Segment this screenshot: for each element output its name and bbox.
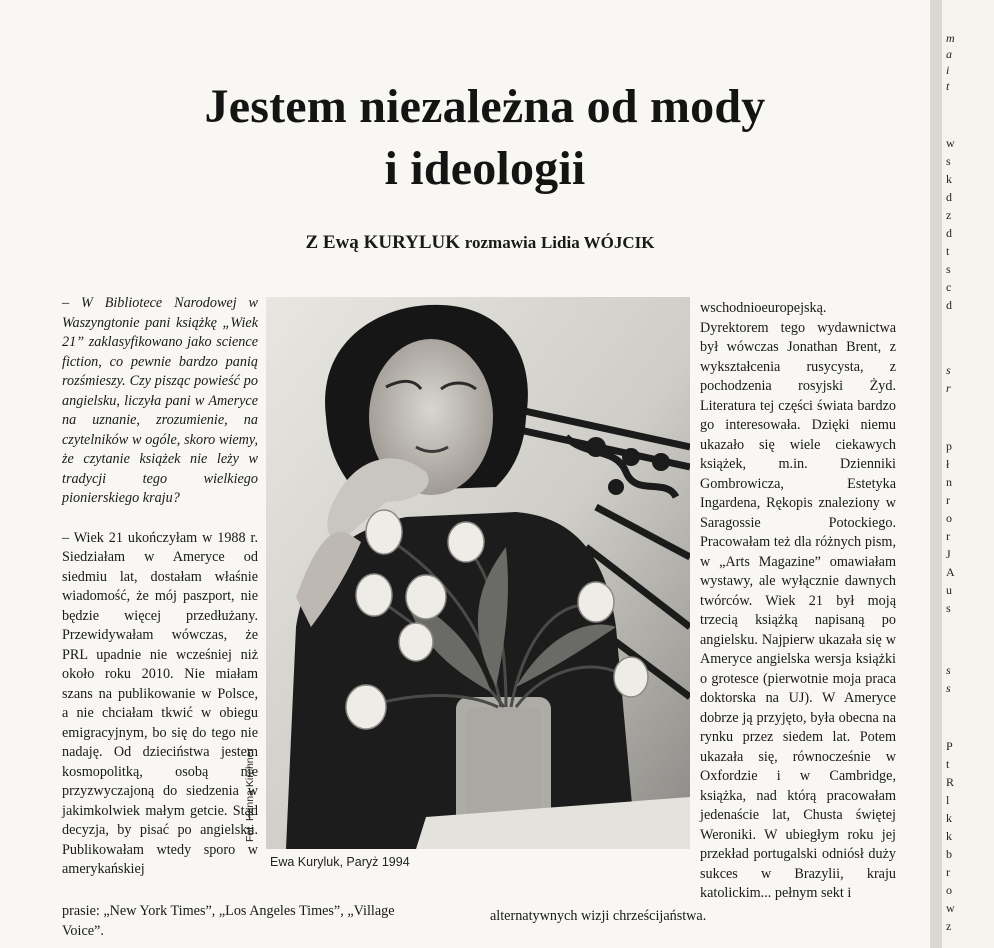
facing-text-fragment: b — [946, 847, 952, 861]
facing-text-fragment: s — [946, 601, 951, 615]
facing-text-fragment: i — [946, 63, 950, 77]
facing-text-fragment: t — [946, 244, 950, 258]
facing-text-fragment: t — [946, 79, 950, 93]
right-column-tail: alternatywnych wizji chrześcijaństwa. — [490, 908, 707, 924]
article-title — [90, 76, 880, 200]
portrait-photo — [266, 297, 690, 849]
right-column — [700, 299, 896, 904]
facing-text-fragment: o — [946, 883, 952, 897]
facing-text-fragment: z — [946, 208, 952, 222]
photo-caption: Ewa Kuryluk, Paryż 1994 — [270, 855, 410, 869]
interview-answer-left: – Wiek 21 ukończyłam w 1988 r. Siedziałam w Ameryce od siedmiu lat, dostałam właśnie wiadomość, że mój paszport, nie będzie więcej przedłużany. Przewidywałam wówczas, że PRL upadnie nie wcześniej niż około roku 2010. Nie miałam szans na publikowanie w Polsce, a nie chciałam tkwić w obiegu emigracyjnym, bo się do tego nie nadaję. Od dzieciństwa jestem kosmopolitką, osobą nie przyzwyczajoną do siedzenia w jakimkolwiek małym getcie. Stąd decyzja, by pisać po angielsku. Publikowałam wtedy sporo w amerykańskiej — [62, 529, 258, 877]
facing-text-fragment: d — [946, 226, 952, 240]
facing-text-fragment: s — [946, 363, 951, 377]
interview-answer-right: wschodnioeuropejską. Dyrektorem tego wydawnictwa był wówczas Jonathan Brent, z wykształcenia rusycysta, z pochodzenia rosyjski Żyd. Literatura tej części świata bardzo go interesowała. Dzięki niemu ukazało się wiele ciekawych książek, m.in. Dzienniki Gombrowicza, Estetyka Ingardena, Rękopis znaleziony w Saragossie Potockiego. Pracowałam też dla różnych pism, w „Arts Magazine” omawiałam wystawy, ale wyłącznie dawnych twórców. Wiek 21 był moją trzecią książką napisaną po angielsku. Najpierw ukazała się w Ameryce angielska wersja książki o grotesce (pierwotnie moja praca doktorska na UJ). W Ameryce dobrze ją przyjęto, była obecna na rynku przez siedem lat. Potem ukazała się, równocześnie w Oxfordzie i w Cambridge, książka, nad którą pracowałam jedenaście lat, Chusta świętej Weroniki. W ubiegłym roku jej przekład portugalski odniósł duży sukces w Brazylii, kraju katolickim... pełnym sekt i — [700, 300, 896, 901]
facing-text-fragment: m — [946, 31, 955, 45]
facing-text-fragment: d — [946, 190, 952, 204]
left-column — [62, 294, 258, 880]
facing-text-fragment: k — [946, 829, 952, 843]
bottom-line-1: prasie: „New York Times”, „Los Angeles Times”, „Village — [62, 903, 395, 919]
facing-text-fragment: s — [946, 681, 951, 695]
title-line-1: Jestem niezależna od mody — [204, 80, 766, 133]
facing-text-fragment: l — [946, 793, 950, 807]
facing-text-fragment: d — [946, 298, 952, 312]
facing-text-fragment: r — [946, 381, 951, 395]
facing-text-fragment: a — [946, 47, 952, 61]
facing-text-fragment: s — [946, 663, 951, 677]
byline-verb: rozmawia — [464, 233, 537, 252]
facing-text-fragment: ł — [946, 457, 950, 471]
photo-credit: Fot. Hanna Kirchner — [244, 748, 256, 842]
facing-text-fragment: A — [946, 565, 955, 579]
article-byline — [160, 232, 800, 254]
facing-text-fragment: r — [946, 493, 950, 507]
facing-text-fragment: t — [946, 757, 950, 771]
facing-text-fragment: r — [946, 529, 950, 543]
facing-text-fragment: s — [946, 262, 951, 276]
bottom-text — [62, 902, 902, 941]
facing-text-fragment: P — [946, 739, 953, 753]
facing-text-fragment: o — [946, 511, 952, 525]
facing-text-fragment: s — [946, 154, 951, 168]
facing-text-fragment: k — [946, 811, 952, 825]
facing-text-fragment: r — [946, 865, 950, 879]
facing-text-fragment: z — [946, 919, 952, 933]
facing-text-fragment: w — [946, 136, 955, 150]
facing-text-fragment: u — [946, 583, 952, 597]
bottom-line-2: Voice”. — [62, 922, 104, 939]
interviewer-name: Lidia WÓJCIK — [540, 233, 655, 252]
interviewee-name: KURYLUK — [363, 232, 461, 253]
facing-text-fragment: c — [946, 280, 952, 294]
interview-question: – W Bibliotece Narodowej w Waszyngtonie pani książkę „Wiek 21” zaklasyfikowano jako science fiction, co pewnie bardzo panią rozśmieszy. Czy pisząc powieść po angielsku, liczyła pani w Ameryce na uznanie, zrozumienie, na czytelników w ogóle, skoro wiemy, że czytanie książek nie leży w tradycji tego wielkiego pionierskiego kraju? — [62, 295, 258, 506]
facing-text-fragment: k — [946, 172, 952, 186]
facing-text-fragment: w — [946, 901, 955, 915]
title-line-2: i ideologii — [384, 142, 586, 195]
byline-prefix: Z Ewą — [305, 232, 359, 253]
facing-text-fragment: J — [946, 547, 951, 561]
facing-page-edge — [942, 0, 994, 948]
facing-text-fragment: R — [946, 775, 955, 789]
facing-text-fragment: n — [946, 475, 952, 489]
page-gutter — [930, 0, 942, 948]
facing-text-fragment: p — [946, 439, 952, 453]
